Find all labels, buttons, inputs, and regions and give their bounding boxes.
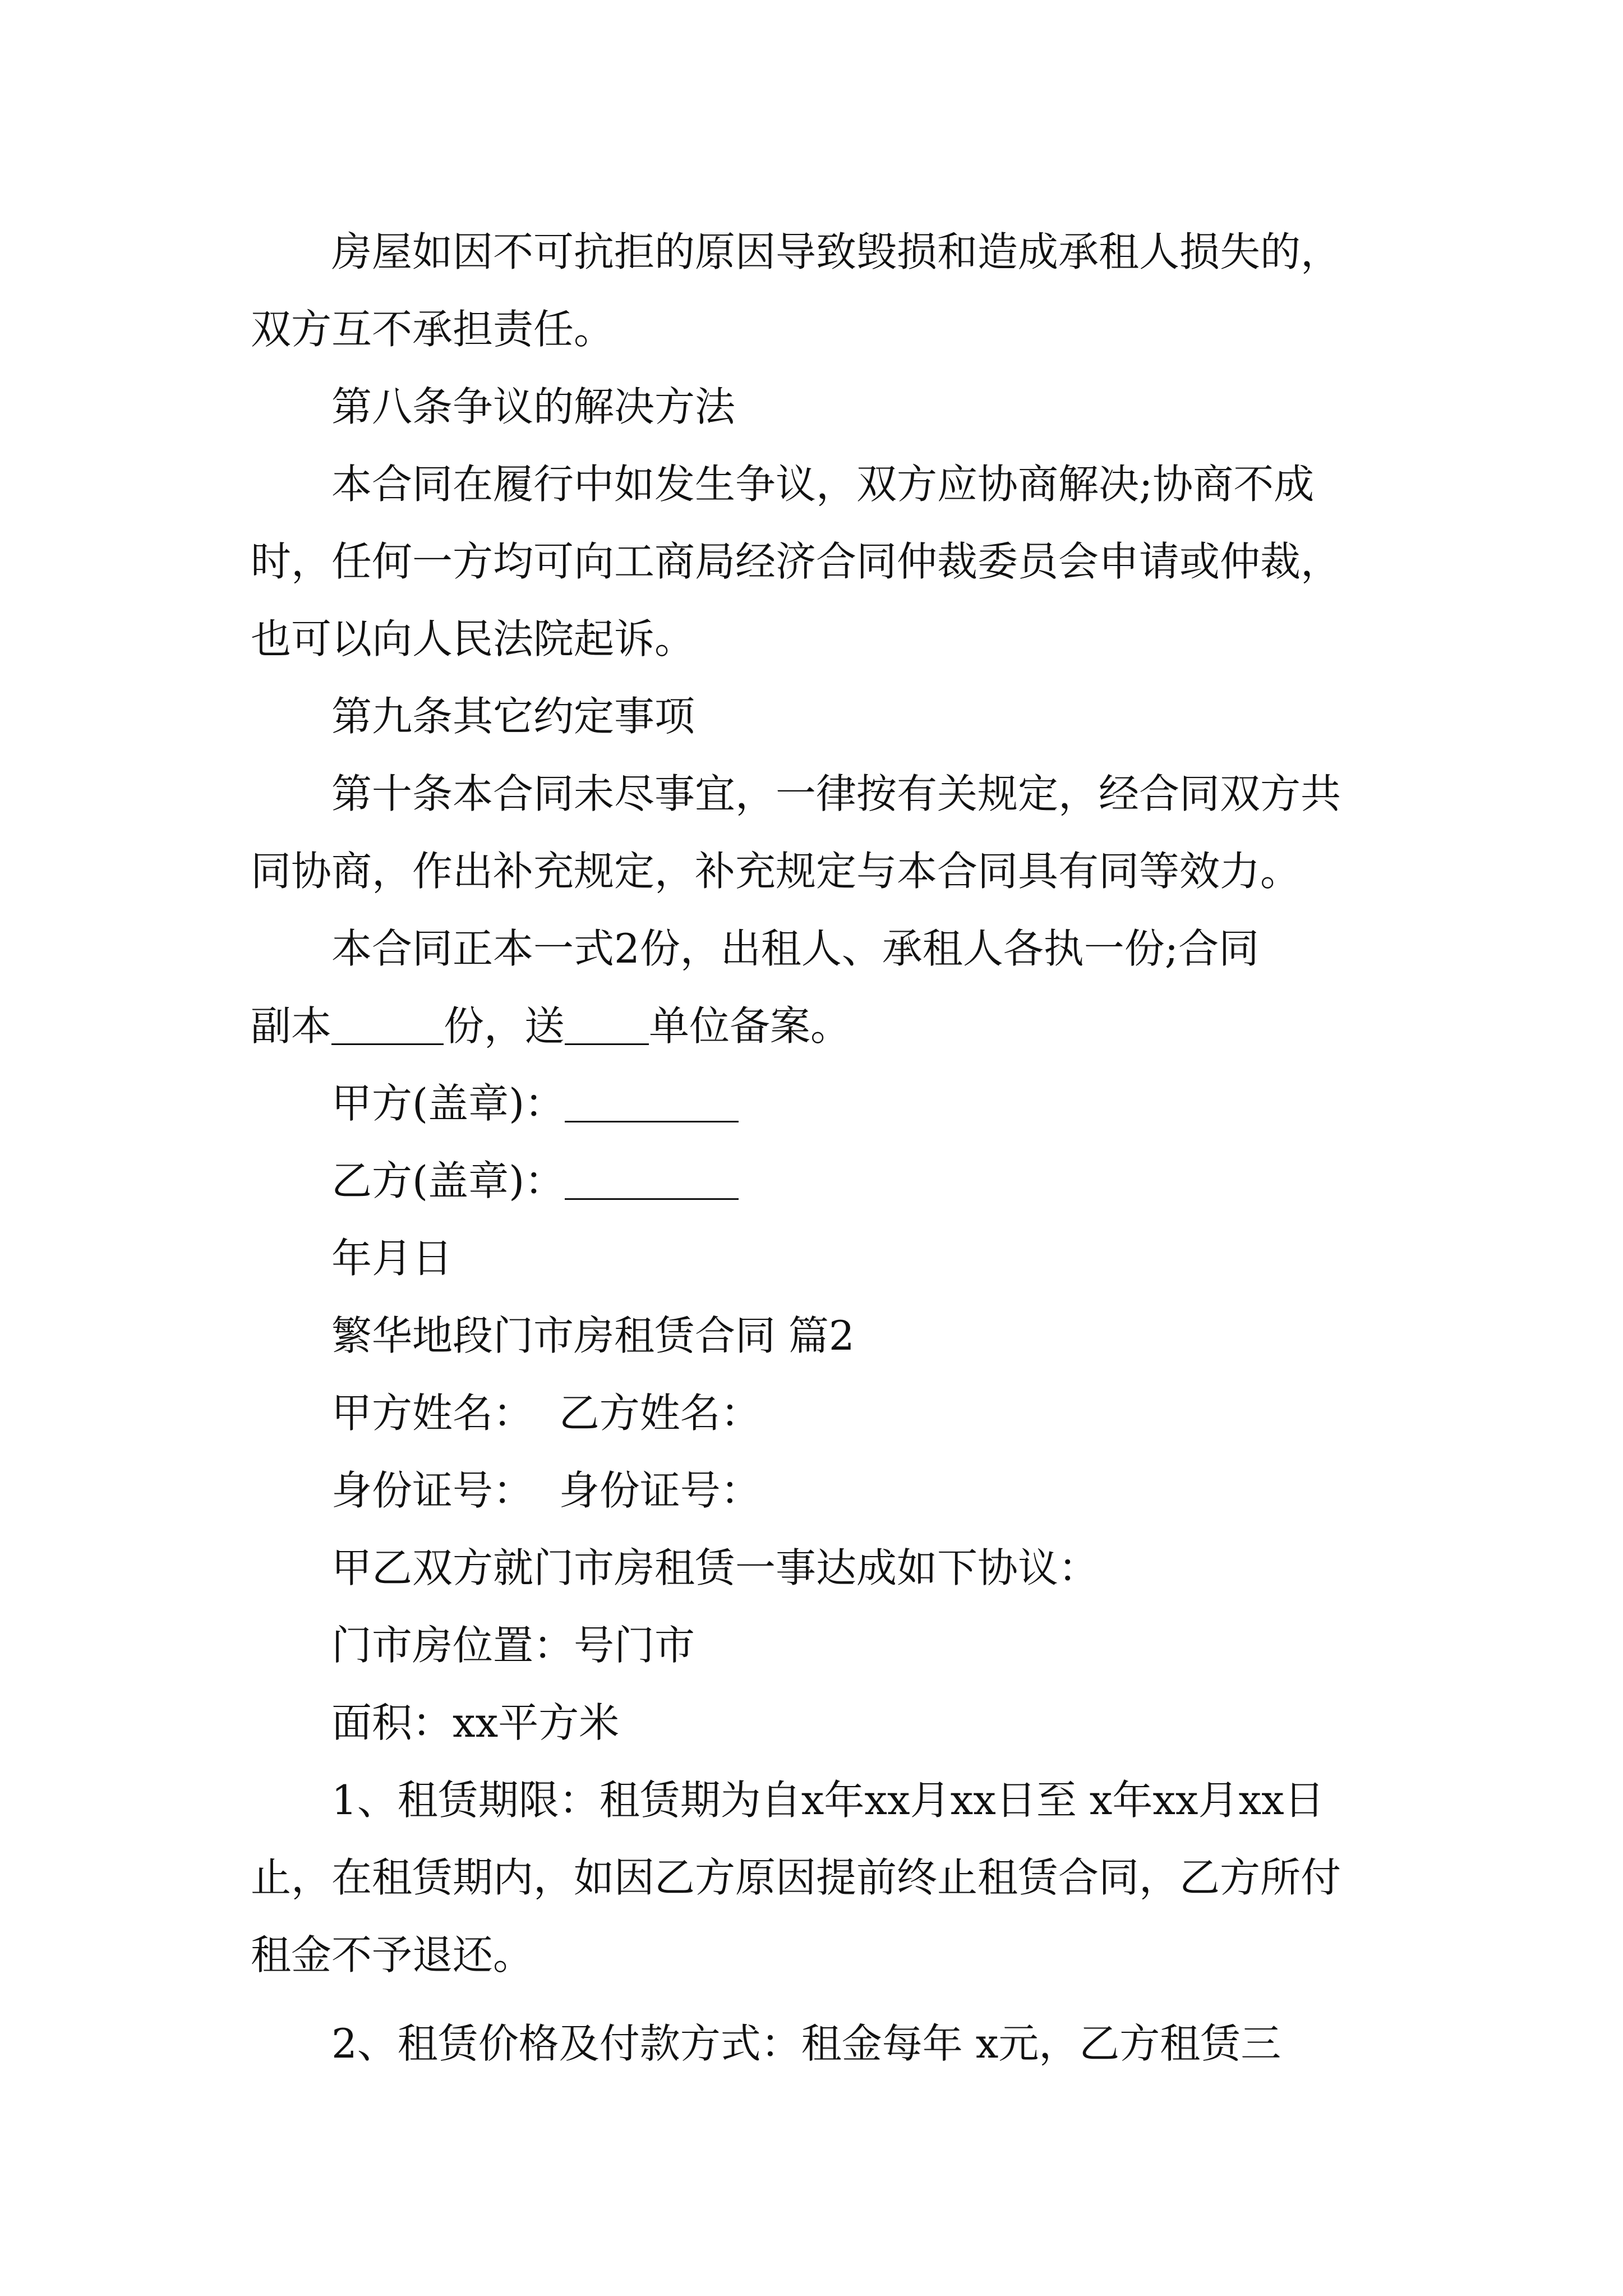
shop-location: 门市房位置：号门市: [331, 1622, 695, 1669]
document-page: [251, 213, 1372, 2082]
paragraph-copies: 本合同正本一式2份，出租人、承租人各执一份;合同: [331, 925, 1260, 972]
heading-article-8: 第八条争议的解决方法: [331, 383, 736, 430]
date-line: 年月日: [331, 1235, 453, 1282]
paragraph-article-10: 第十条本合同未尽事宜，一律按有关规定，经合同双方共同协商，作出补充规定，补充规定与本合同具有同等效力。: [251, 770, 1341, 895]
copies-mid: 份，送: [444, 1002, 565, 1050]
id-numbers-line: 身份证号： 身份证号：: [331, 1467, 761, 1514]
copies-suffix: 单位备案。: [649, 1002, 851, 1050]
copies-prefix: 副本: [251, 1002, 332, 1050]
agreement-intro: 甲乙双方就门市房租赁一事达成如下协议：: [331, 1544, 1099, 1591]
party-a-seal-line: [251, 1065, 1372, 1142]
heading-article-9: 第九条其它约定事项: [331, 693, 695, 740]
paragraph-force-majeure: 房屋如因不可抗拒的原因导致毁损和造成承租人损失的，双方互不承担责任。: [251, 228, 1341, 353]
party-a-seal-label: 甲方(盖章)：: [331, 1080, 565, 1127]
clause-lease-price: 2、租赁价格及付款方式：租金每年 x元，乙方租赁三: [331, 2020, 1281, 2067]
party-b-seal-line: [251, 1142, 1372, 1220]
party-names-line: 甲方姓名： 乙方姓名：: [331, 1389, 761, 1437]
contract-2-title: 繁华地段门市房租赁合同 篇2: [331, 1312, 855, 1359]
shop-area: 面积：xx平方米: [331, 1699, 620, 1746]
party-a-seal-blank: [565, 1080, 739, 1122]
clause-lease-term: 1、租赁期限：租赁期为自x年xx月xx日至 x年xx月xx日止，在租赁期内，如因乙方原因提前终止租赁合同，乙方所付租金不予退还。: [251, 1777, 1341, 1978]
paragraph-dispute-resolution: 本合同在履行中如发生争议，双方应协商解决;协商不成时，任何一方均可向工商局经济合同仲裁委员会申请或仲裁，也可以向人民法院起诉。: [251, 461, 1341, 662]
filing-unit-blank: [565, 1003, 649, 1045]
party-b-seal-blank: [565, 1158, 739, 1200]
paragraph-copies-filing: [251, 987, 1372, 1065]
party-b-seal-label: 乙方(盖章)：: [331, 1157, 565, 1204]
copies-count-blank: [331, 1003, 444, 1045]
